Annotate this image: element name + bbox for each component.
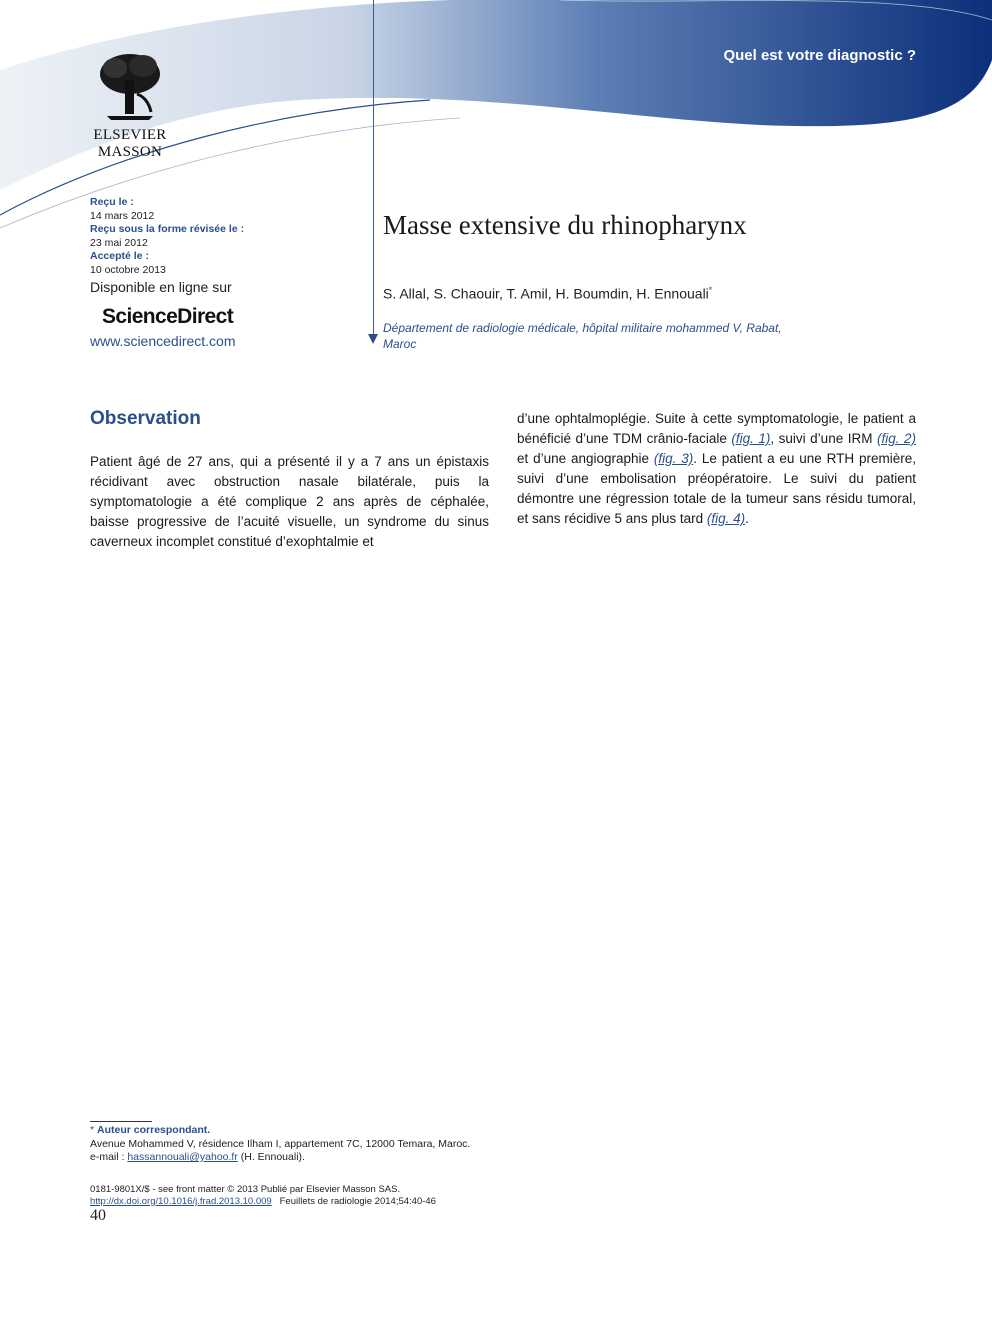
publisher-line1: ELSEVIER (93, 127, 167, 143)
publisher-line2: MASSON (97, 144, 163, 160)
fig2-link[interactable]: (fig. 2) (876, 431, 916, 446)
divider-arrow-icon (368, 334, 378, 344)
article-authors (383, 285, 712, 302)
sciencedirect-link[interactable]: www.sciencedirect.com (90, 333, 236, 349)
email-suffix: (H. Ennouali). (237, 1151, 305, 1163)
body-column-left: Patient âgé de 27 ans, qui a présenté il y a 7 ans un épistaxis récidivant avec obstruction nasale bilatérale, puis la symptomatologie a été complique 2 ans après de céphalée, baisse progressive de l’acuité visuelle, un syndrome du sinus caverneux incomplet constitué d’exophtalmie et (90, 454, 489, 549)
publication-info (90, 1184, 690, 1208)
fig4-link[interactable]: (fig. 4) (706, 511, 746, 526)
body-text-1: d’une ophtalmoplégie. Suite à cette symptomatologie, le patient a bénéficié d’une TDM crânio-faciale (517, 411, 916, 446)
footnote (90, 1124, 690, 1165)
section-label: Quel est votre diagnostic ? (723, 47, 916, 64)
article-title: Masse extensive du rhinopharynx (383, 210, 747, 240)
corresponding-author-mark[interactable]: * (708, 285, 713, 295)
sciencedirect-logo: ScienceDirect (102, 305, 234, 328)
issn-line: 0181-9801X/$ - see front matter © 2013 Publié par Elsevier Masson SAS. (90, 1184, 401, 1195)
page-number: 40 (90, 1207, 106, 1224)
body-column-right (517, 409, 916, 529)
received-label: Reçu le : (90, 196, 134, 208)
body-text-2: , suivi d’une IRM (770, 431, 877, 446)
section-title-observation: Observation (90, 408, 201, 429)
elsevier-masson-logo (88, 50, 172, 160)
fig3-link[interactable]: (fig. 3) (653, 451, 694, 466)
email-prefix: e-mail : (90, 1151, 128, 1163)
author-address: Avenue Mohammed V, résidence Ilham I, appartement 7C, 12000 Temara, Maroc. (90, 1137, 471, 1150)
fig1-link[interactable]: (fig. 1) (731, 431, 771, 446)
revised-value: 23 mai 2012 (90, 236, 148, 249)
doi-link[interactable]: http://dx.doi.org/10.1016/j.frad.2013.10.009 (90, 1196, 272, 1207)
body-text-4: . Le patient a eu une RTH première, suivi d’une embolisation préopératoire. Le suivi du patient démontre une régression totale de la tumeur sans résidu tumoral, et sans récidive 5 ans plus tard (517, 451, 917, 526)
authors-text: S. Allal, S. Chaouir, T. Amil, H. Boumdin, H. Ennouali (383, 285, 709, 302)
author-email-line (90, 1151, 690, 1165)
body-text-5: . (745, 511, 749, 526)
article-dates (90, 196, 360, 277)
received-value: 14 mars 2012 (90, 209, 155, 222)
author-email-link[interactable]: hassannouali@yahoo.fr (127, 1151, 238, 1163)
doi-journal-line (90, 1196, 690, 1208)
header-divider-line (373, 0, 374, 336)
journal-citation: Feuillets de radiologie 2014;54:40-46 (279, 1196, 436, 1207)
tree-icon (97, 50, 163, 122)
accepted-value: 10 octobre 2013 (90, 263, 166, 276)
body-text-3: et d’une angiographie (517, 451, 654, 466)
footnote-rule (90, 1121, 152, 1122)
availability-text: Disponible en ligne sur (90, 279, 232, 295)
footnote-star: * (90, 1124, 95, 1136)
corresponding-label: Auteur correspondant. (97, 1124, 211, 1136)
revised-label: Reçu sous la forme révisée le : (90, 223, 245, 235)
corresponding-author-line (90, 1124, 690, 1138)
accepted-label: Accepté le : (90, 250, 149, 262)
affiliation: Département de radiologie médicale, hôpital militaire mohammed V, Rabat, Maroc (383, 321, 782, 351)
